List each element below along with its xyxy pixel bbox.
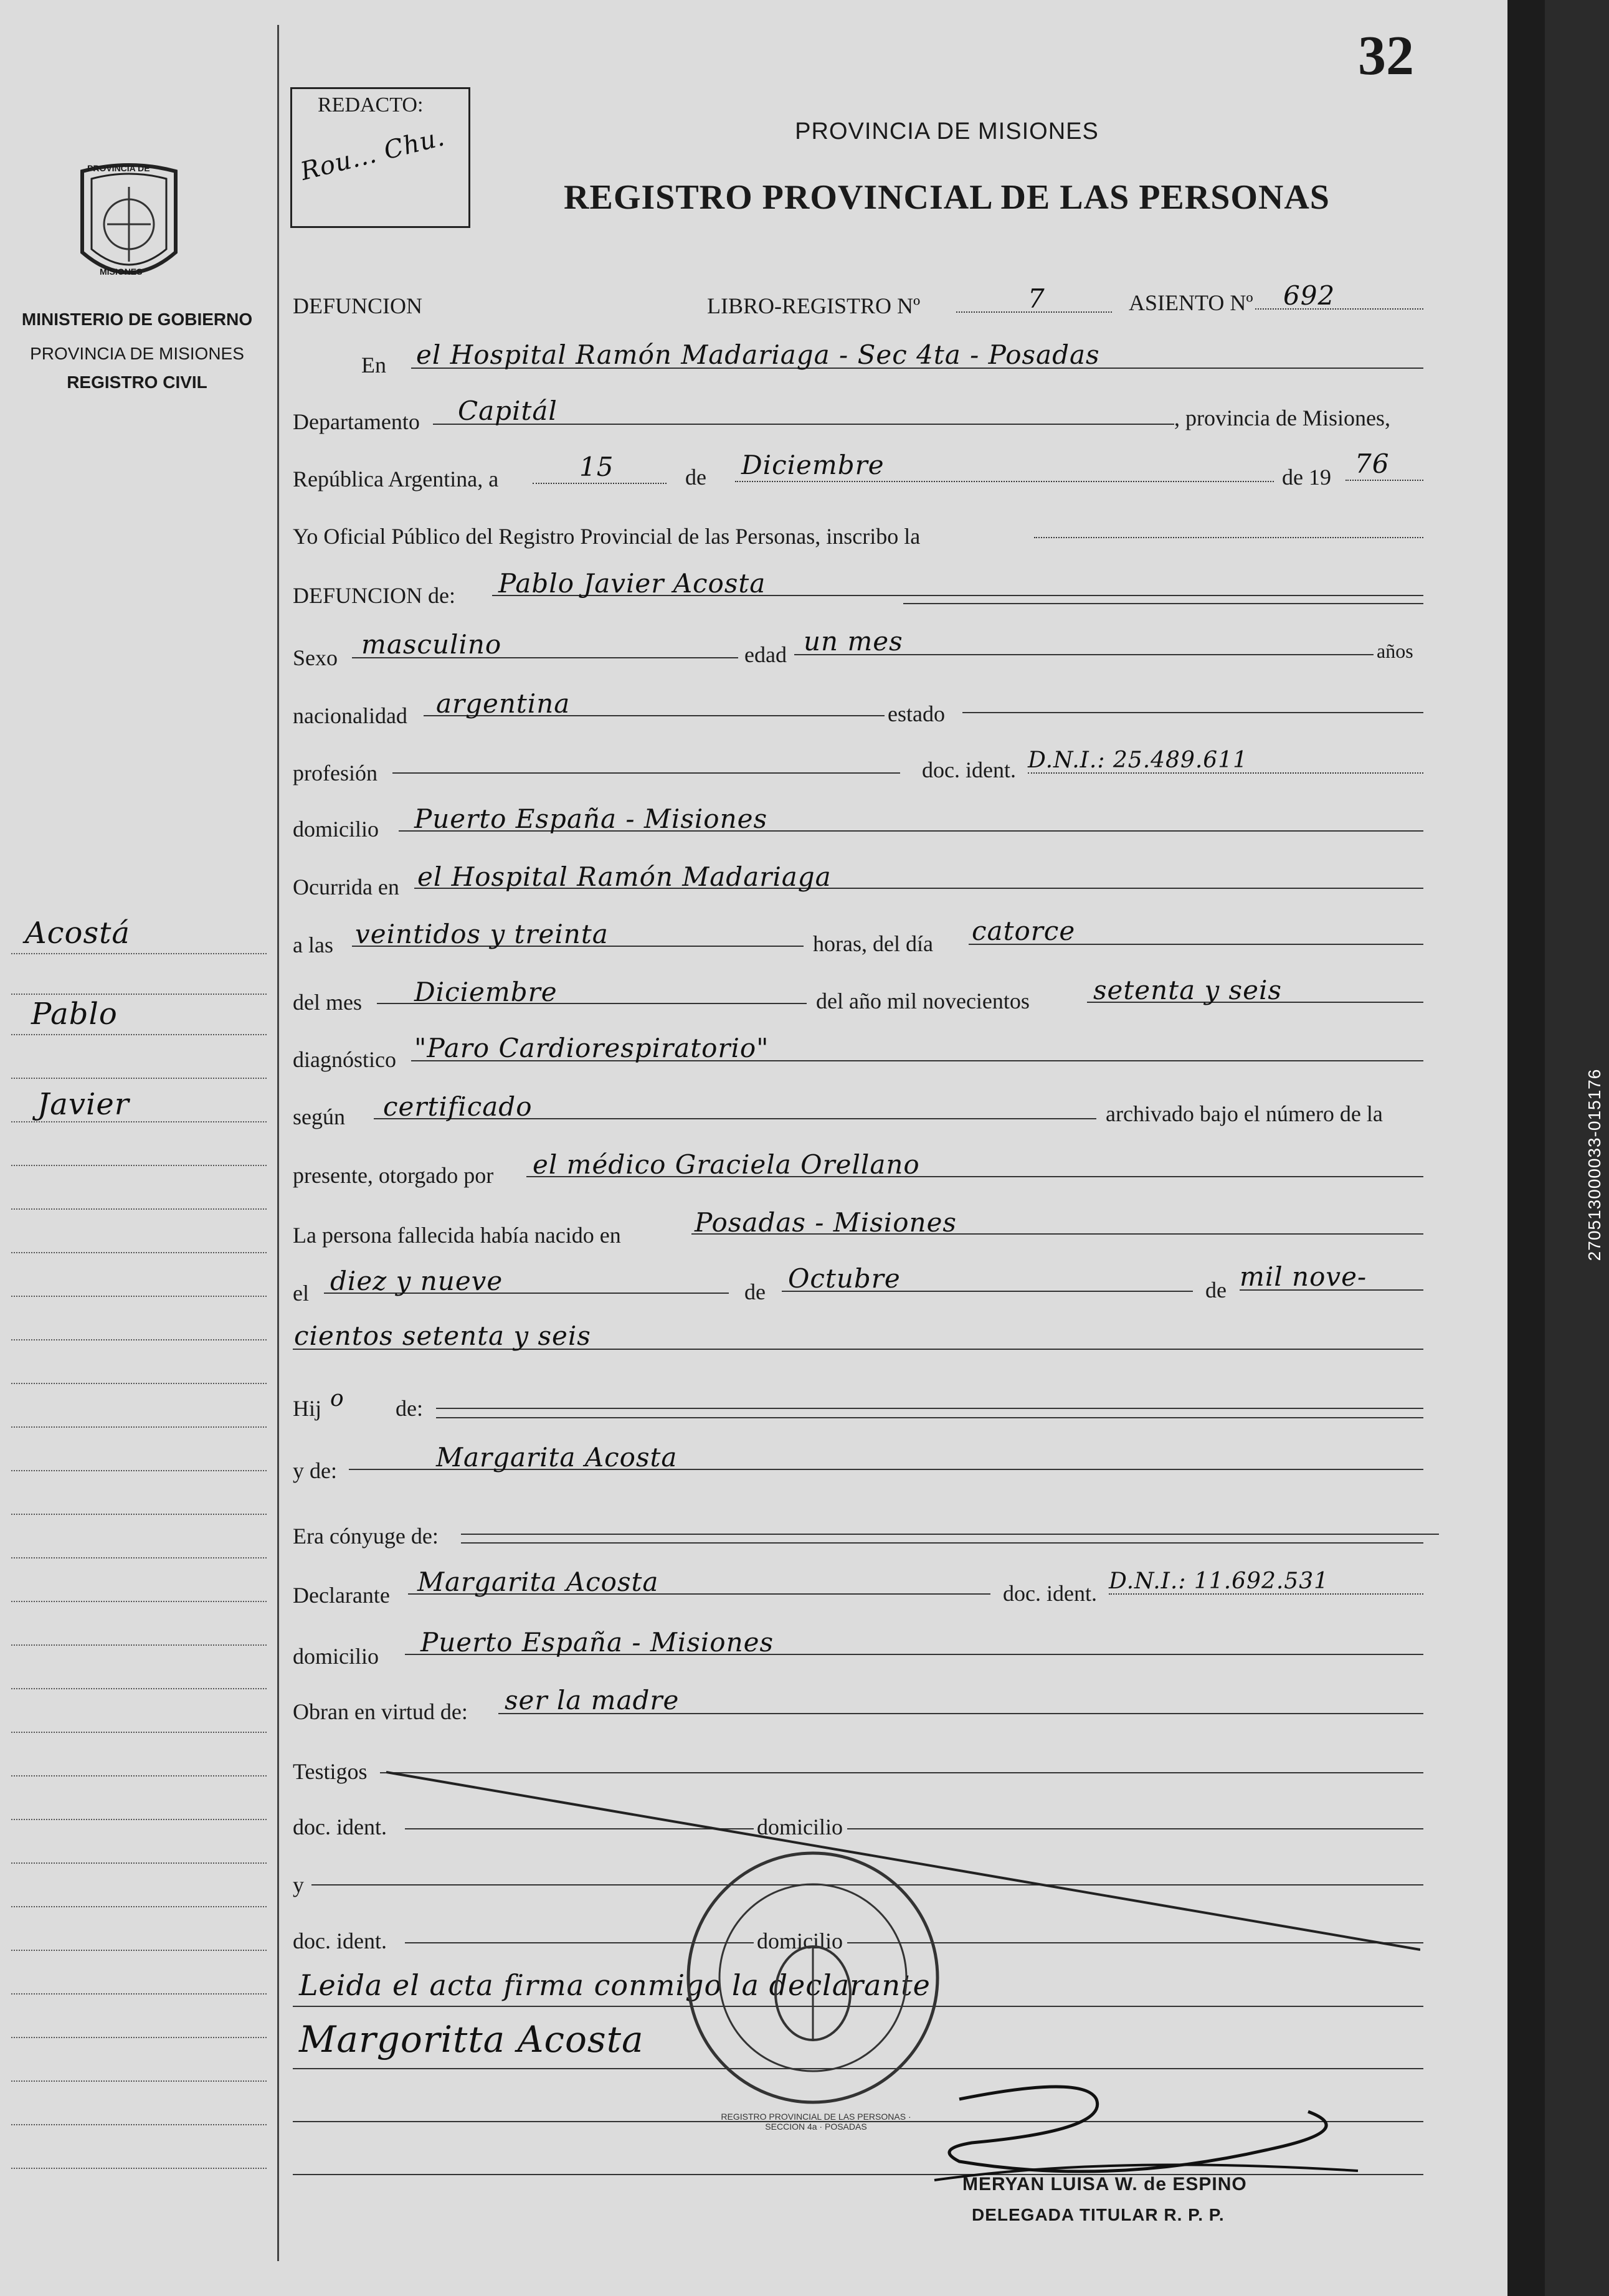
birth-month-value: Octubre xyxy=(788,1263,901,1294)
conyuge-label: Era cónyuge de: xyxy=(293,1524,439,1549)
doc-ident-2-value: D.N.I.: 11.692.531 xyxy=(1109,1568,1329,1594)
doc-ident-value: D.N.I.: 25.489.611 xyxy=(1028,747,1248,773)
el-value: diez y nueve xyxy=(330,1266,503,1296)
header-title: REGISTRO PROVINCIAL DE LAS PERSONAS xyxy=(564,178,1330,217)
de-label-3: de xyxy=(1205,1278,1227,1302)
doc-ident-2-label: doc. ident. xyxy=(1003,1581,1097,1606)
sexo-label: Sexo xyxy=(293,645,338,670)
oficial-label: Yo Oficial Público del Registro Provincial de las Personas, inscribo la xyxy=(293,524,921,549)
seal-text-bottom: MISIONES xyxy=(100,267,143,277)
y-label: y xyxy=(293,1872,304,1897)
en-value: el Hospital Ramón Madariaga - Sec 4ta - Posadas xyxy=(416,339,1100,370)
ocurrida-label: Ocurrida en xyxy=(293,875,399,899)
yde-value: Margarita Acosta xyxy=(436,1442,678,1473)
declarant-signature: Margoritta Acosta xyxy=(299,2018,644,2061)
edad-value: un mes xyxy=(804,626,903,657)
ministry-label: MINISTERIO DE GOBIERNO xyxy=(21,310,253,329)
segun-value: certificado xyxy=(383,1091,533,1122)
departamento-value: Capitál xyxy=(458,396,558,426)
testigos-label: Testigos xyxy=(293,1759,368,1784)
domicilio-2-label: domicilio xyxy=(293,1644,379,1669)
birth-year-value-2: cientos setenta y seis xyxy=(294,1321,591,1351)
departamento-label: Departamento xyxy=(293,409,420,434)
registry-stamp xyxy=(682,1847,944,2109)
margin-note-first-name: Pablo xyxy=(31,997,118,1032)
docident-3-label: doc. ident. xyxy=(293,1815,387,1839)
defuncion-de-label: DEFUNCION de: xyxy=(293,583,455,608)
anios-label: años xyxy=(1377,640,1413,662)
doc-ident-label: doc. ident. xyxy=(922,757,1016,782)
defuncion-de-value: Pablo Javier Acosta xyxy=(498,568,766,599)
delmes-value: Diciembre xyxy=(414,977,558,1007)
domicilio-value: Puerto España - Misiones xyxy=(414,804,768,834)
hijo-label: Hij xyxy=(293,1396,322,1421)
en-label: En xyxy=(361,353,386,377)
scan-id: 270513000033-015176 xyxy=(1585,1068,1604,1261)
redacto-label: REDACTO: xyxy=(318,93,424,116)
provincia-label: , provincia de Misiones, xyxy=(1174,406,1390,430)
official-title: DELEGADA TITULAR R. P. P. xyxy=(972,2205,1225,2224)
delmes-label: del mes xyxy=(293,990,362,1015)
declarante-value: Margarita Acosta xyxy=(417,1567,659,1597)
horas-value: catorce xyxy=(972,916,1076,946)
de19-label: de 19 xyxy=(1282,465,1331,490)
horas-label: horas, del día xyxy=(813,931,933,956)
domicilio-4-label: domicilio xyxy=(757,1928,843,1953)
nacido-label: La persona fallecida había nacido en xyxy=(293,1223,621,1248)
birth-year-value-1: mil nove- xyxy=(1240,1261,1367,1292)
domicilio-3-label: domicilio xyxy=(757,1815,843,1839)
el-label: el xyxy=(293,1281,309,1306)
registry-label: REGISTRO CIVIL xyxy=(67,372,207,392)
presente-value: el médico Graciela Orellano xyxy=(533,1149,920,1180)
domicilio-label: domicilio xyxy=(293,817,379,842)
dia-value: 15 xyxy=(579,452,614,482)
nacionalidad-value: argentina xyxy=(436,688,571,719)
asiento-value: 692 xyxy=(1283,280,1336,311)
alas-value: veintidos y treinta xyxy=(355,919,609,949)
page-number: 32 xyxy=(1358,25,1414,87)
nacionalidad-label: nacionalidad xyxy=(293,703,407,728)
hijo-de-label: de: xyxy=(396,1396,423,1421)
domicilio-2-value: Puerto España - Misiones xyxy=(420,1627,774,1658)
header-province: PROVINCIA DE MISIONES xyxy=(795,118,1099,145)
margin-note-middle-name: Javier xyxy=(37,1087,130,1122)
de-label-2: de xyxy=(744,1279,766,1304)
alas-label: a las xyxy=(293,932,333,957)
estado-label: estado xyxy=(888,701,945,726)
hijo-suffix: o xyxy=(330,1386,344,1411)
sexo-value: masculino xyxy=(361,629,502,660)
ocurrida-value: el Hospital Ramón Madariaga xyxy=(417,861,832,892)
defuncion-heading: DEFUNCION xyxy=(293,293,423,318)
diagnostico-value: "Paro Cardiorespiratorio" xyxy=(414,1033,769,1063)
delanio-label: del año mil novecientos xyxy=(816,989,1030,1013)
seal-text-top: PROVINCIA DE xyxy=(87,163,150,173)
scan-edge xyxy=(1507,0,1545,2296)
de-label-1: de xyxy=(685,465,706,490)
nacido-value: Posadas - Misiones xyxy=(695,1207,957,1238)
redacto-signature: Rou... Chu. xyxy=(297,123,448,186)
delanio-value: setenta y seis xyxy=(1093,975,1282,1005)
obran-value: ser la madre xyxy=(505,1685,680,1715)
segun-label: según xyxy=(293,1104,345,1129)
libro-label: LIBRO-REGISTRO Nº xyxy=(707,293,921,318)
asiento-label: ASIENTO Nº xyxy=(1129,290,1253,315)
stamp-text: REGISTRO PROVINCIAL DE LAS PERSONAS · SECCION 4a · POSADAS xyxy=(721,2112,911,2132)
docident-4-label: doc. ident. xyxy=(293,1928,387,1953)
declarante-label: Declarante xyxy=(293,1583,390,1608)
leida-text: Leida el acta firma conmigo la declarante xyxy=(299,1968,931,2002)
left-province-label: PROVINCIA DE MISIONES xyxy=(30,344,244,363)
anio-value: 76 xyxy=(1355,448,1390,479)
margin-note-surname: Acostá xyxy=(25,916,130,951)
archivado-label: archivado bajo el número de la xyxy=(1106,1101,1383,1126)
libro-value: 7 xyxy=(1028,283,1045,314)
mes-value: Diciembre xyxy=(741,450,885,480)
presente-label: presente, otorgado por xyxy=(293,1163,494,1188)
edad-label: edad xyxy=(744,642,787,667)
profesion-label: profesión xyxy=(293,761,377,785)
margin-rule xyxy=(277,25,279,2261)
yde-label: y de: xyxy=(293,1458,337,1483)
obran-label: Obran en virtud de: xyxy=(293,1699,468,1724)
republica-label: República Argentina, a xyxy=(293,467,499,491)
diagnostico-label: diagnóstico xyxy=(293,1047,396,1072)
official-name: MERYAN LUISA W. de ESPINO xyxy=(962,2174,1247,2194)
